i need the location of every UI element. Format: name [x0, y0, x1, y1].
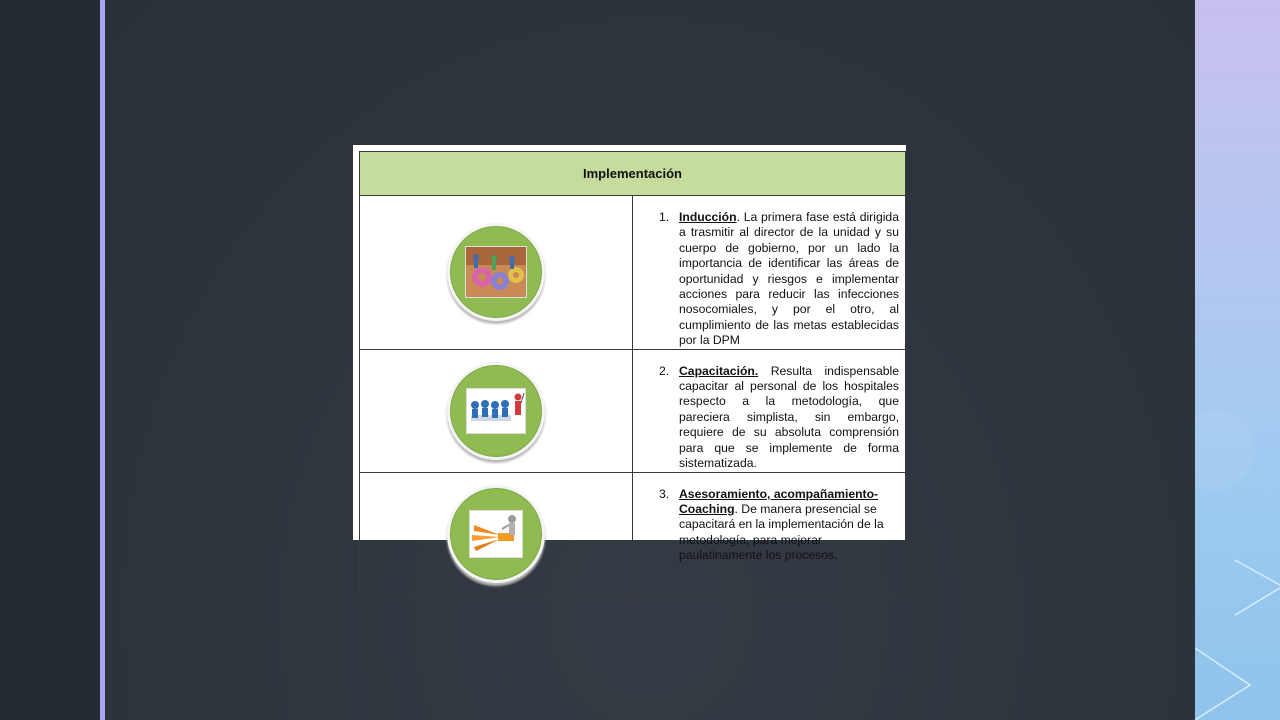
green-circle	[447, 223, 545, 321]
left-panel	[0, 0, 100, 720]
text-cell	[633, 196, 906, 350]
item-text: . La primera fase está dirigida a trasmitir al director de la unidad y su cuerpo de gobierno, por un lado la importancia de identificar las áreas de oportunidad y riesgos e implementar acciones para reducir las infecciones nosocomiales, y por el otro, al cumplimiento de las metas establecidas por la DPM	[679, 210, 899, 348]
item-text: Resulta indispensable capacitar al personal de los hospitales respecto a la metodología, que pareciera simplista, sin embargo, requiere de su absoluta comprensión para que se implemente de forma sistematizada.	[679, 363, 899, 471]
training-meeting-icon	[466, 388, 526, 434]
text-cell	[633, 349, 906, 472]
item-body	[679, 487, 899, 564]
item-body	[679, 364, 899, 472]
icon-cell	[360, 196, 633, 350]
icon-cell	[360, 472, 633, 596]
list-item	[659, 364, 899, 472]
green-circle	[447, 485, 545, 583]
list-item	[659, 210, 899, 349]
gears-people-icon	[465, 246, 527, 298]
item-number: 3.	[659, 486, 670, 501]
icon-cell	[360, 349, 633, 472]
item-title: Inducción	[679, 210, 737, 224]
text-cell	[633, 472, 906, 596]
implementation-table	[359, 151, 906, 597]
item-body	[679, 210, 899, 349]
item-number: 2.	[659, 363, 670, 378]
list-item	[659, 487, 899, 564]
table-row	[360, 472, 906, 596]
item-title: Asesoramiento, acompañamiento- Coaching	[679, 486, 879, 516]
implementation-document	[353, 145, 906, 563]
item-number: 1.	[659, 210, 670, 224]
coaching-arrows-icon	[469, 510, 523, 558]
item-text: . De manera presencial se capacitará en la implementación de la metodología, para mejorar paulatinamente los procesos.	[679, 501, 884, 563]
right-decorative-strip	[1195, 0, 1280, 720]
table-header: Implementación	[360, 152, 906, 196]
item-title: Capacitación.	[679, 363, 759, 378]
table-row	[360, 349, 906, 472]
green-circle	[447, 362, 545, 460]
decorative-lines-icon	[1195, 0, 1280, 720]
table-row	[360, 196, 906, 350]
